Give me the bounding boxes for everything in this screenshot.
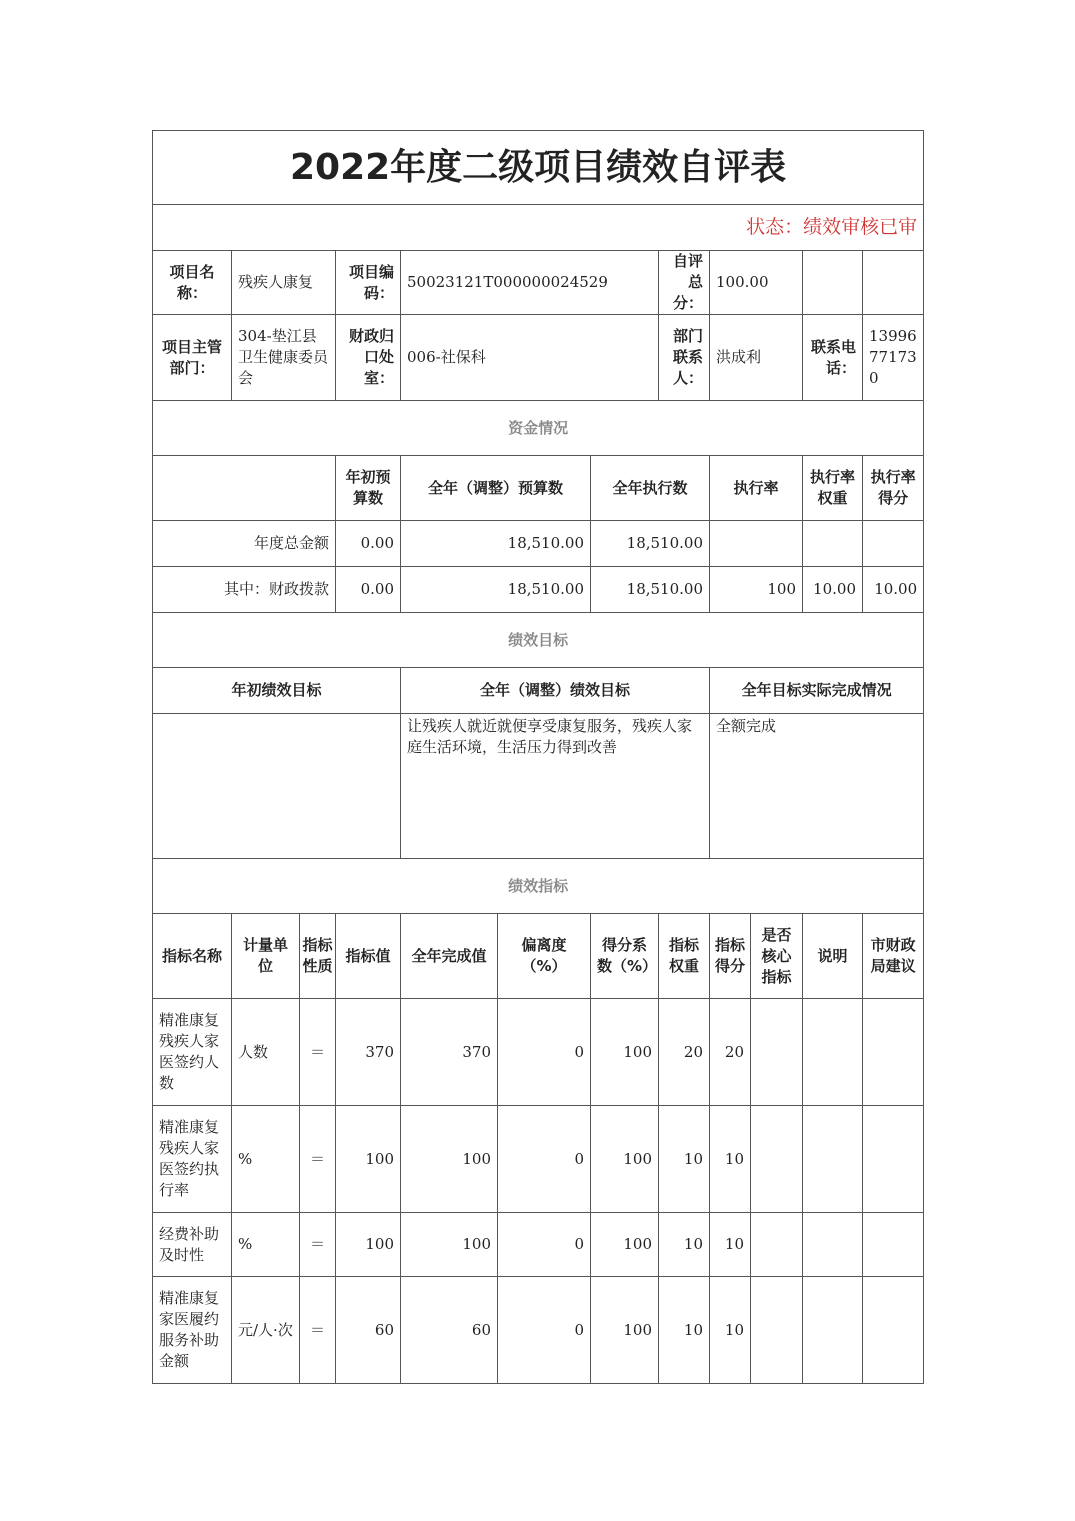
indicator-advice [863, 1106, 924, 1213]
indicator-nature: ＝ [300, 999, 336, 1106]
indicator-unit: 元/人·次 [232, 1277, 300, 1384]
indicator-header: 指标性质 [300, 914, 336, 999]
indicator-header: 指标值 [336, 914, 401, 999]
funds-cell: 100 [710, 567, 803, 613]
indicator-weight: 10 [659, 1277, 710, 1384]
indicator-coef: 100 [591, 1213, 659, 1277]
project-code-value: 50023121T000000024529 [401, 251, 659, 315]
funds-cell: 18,510.00 [591, 521, 710, 567]
indicator-done: 100 [401, 1213, 498, 1277]
funds-cell [710, 521, 803, 567]
actual-completion: 全额完成 [710, 714, 924, 859]
project-code-label: 项目编码： [336, 251, 401, 315]
funds-header: 执行率权重 [803, 456, 863, 521]
contact-label: 部门联系人： [659, 315, 710, 401]
funds-cell: 10.00 [803, 567, 863, 613]
indicator-note [803, 1277, 863, 1384]
funds-section-title: 资金情况 [153, 401, 924, 456]
indicator-target: 100 [336, 1106, 401, 1213]
funds-header-blank [153, 456, 336, 521]
initial-goal [153, 714, 401, 859]
funds-header: 年初预算数 [336, 456, 401, 521]
indicator-weight: 10 [659, 1106, 710, 1213]
funds-row-label: 其中：财政拨款 [153, 567, 336, 613]
indicator-header: 是否核心指标 [751, 914, 803, 999]
indicator-header: 市财政局建议 [863, 914, 924, 999]
indicator-core [751, 1213, 803, 1277]
table-row [153, 1213, 924, 1277]
evaluation-sheet [152, 130, 923, 1384]
goals-header: 全年（调整）绩效目标 [401, 668, 710, 714]
indicator-note [803, 999, 863, 1106]
indicator-coef: 100 [591, 1106, 659, 1213]
indicator-score: 10 [710, 1213, 751, 1277]
indicator-advice [863, 999, 924, 1106]
self-score-label: 自评总分： [659, 251, 710, 315]
project-name-label: 项目名称： [153, 251, 232, 315]
indicator-header: 指标得分 [710, 914, 751, 999]
indicator-advice [863, 1277, 924, 1384]
funds-cell: 18,510.00 [591, 567, 710, 613]
indicator-done: 370 [401, 999, 498, 1106]
table-row [153, 1277, 924, 1384]
indicator-coef: 100 [591, 1277, 659, 1384]
page-title: 2022年度二级项目绩效自评表 [153, 131, 924, 205]
project-name-value: 残疾人康复 [232, 251, 336, 315]
indicator-unit: 人数 [232, 999, 300, 1106]
indicator-nature: ＝ [300, 1213, 336, 1277]
adjusted-goal: 让残疾人就近就便享受康复服务，残疾人家庭生活环境，生活压力得到改善 [401, 714, 710, 859]
phone-label: 联系电话： [803, 315, 863, 401]
indicator-name: 精准康复家医履约服务补助金额 [153, 1277, 232, 1384]
goals-header: 年初绩效目标 [153, 668, 401, 714]
indicator-target: 60 [336, 1277, 401, 1384]
self-score-value: 100.00 [710, 251, 803, 315]
funds-cell [803, 521, 863, 567]
indicator-done: 60 [401, 1277, 498, 1384]
indicator-name: 精准康复残疾人家医签约人数 [153, 999, 232, 1106]
indicator-header: 计量单位 [232, 914, 300, 999]
indicator-unit: % [232, 1213, 300, 1277]
funds-cell: 0.00 [336, 567, 401, 613]
indicator-unit: % [232, 1106, 300, 1213]
goals-header: 全年目标实际完成情况 [710, 668, 924, 714]
indicator-nature: ＝ [300, 1277, 336, 1384]
indicator-weight: 20 [659, 999, 710, 1106]
indicator-score: 20 [710, 999, 751, 1106]
indicator-name: 经费补助及时性 [153, 1213, 232, 1277]
funds-header: 全年（调整）预算数 [401, 456, 591, 521]
funds-cell: 18,510.00 [401, 521, 591, 567]
indicator-core [751, 1277, 803, 1384]
funds-cell: 0.00 [336, 521, 401, 567]
indicator-target: 100 [336, 1213, 401, 1277]
phone-value: 13996771730 [863, 315, 924, 401]
indicator-coef: 100 [591, 999, 659, 1106]
funds-cell: 18,510.00 [401, 567, 591, 613]
indicator-header: 指标名称 [153, 914, 232, 999]
funds-header: 执行率得分 [863, 456, 924, 521]
indicator-deviation: 0 [498, 1106, 591, 1213]
status-badge: 状态：绩效审核已审 [153, 205, 924, 251]
dept-label: 项目主管部门： [153, 315, 232, 401]
finance-value: 006-社保科 [401, 315, 659, 401]
funds-cell [863, 521, 924, 567]
evaluation-table [152, 130, 924, 1384]
goals-section-title: 绩效目标 [153, 613, 924, 668]
table-row [153, 1106, 924, 1213]
blank-cell [803, 251, 863, 315]
blank-cell [863, 251, 924, 315]
funds-header: 执行率 [710, 456, 803, 521]
indicator-score: 10 [710, 1106, 751, 1213]
indicator-core [751, 1106, 803, 1213]
indicator-note [803, 1106, 863, 1213]
indicator-deviation: 0 [498, 1213, 591, 1277]
indicator-note [803, 1213, 863, 1277]
contact-value: 洪成利 [710, 315, 803, 401]
indicator-done: 100 [401, 1106, 498, 1213]
indicator-header: 全年完成值 [401, 914, 498, 999]
dept-value: 304-垫江县卫生健康委员会 [232, 315, 336, 401]
indicator-header: 指标权重 [659, 914, 710, 999]
funds-row-label: 年度总金额 [153, 521, 336, 567]
indicators-section-title: 绩效指标 [153, 859, 924, 914]
indicator-core [751, 999, 803, 1106]
indicator-deviation: 0 [498, 999, 591, 1106]
indicator-name: 精准康复残疾人家医签约执行率 [153, 1106, 232, 1213]
funds-header: 全年执行数 [591, 456, 710, 521]
funds-cell: 10.00 [863, 567, 924, 613]
indicator-target: 370 [336, 999, 401, 1106]
indicator-deviation: 0 [498, 1277, 591, 1384]
indicator-header: 得分系数（%） [591, 914, 659, 999]
finance-label: 财政归口处室： [336, 315, 401, 401]
indicator-nature: ＝ [300, 1106, 336, 1213]
indicator-header: 说明 [803, 914, 863, 999]
table-row [153, 999, 924, 1106]
indicator-weight: 10 [659, 1213, 710, 1277]
indicator-score: 10 [710, 1277, 751, 1384]
indicator-header: 偏离度（%） [498, 914, 591, 999]
indicator-advice [863, 1213, 924, 1277]
